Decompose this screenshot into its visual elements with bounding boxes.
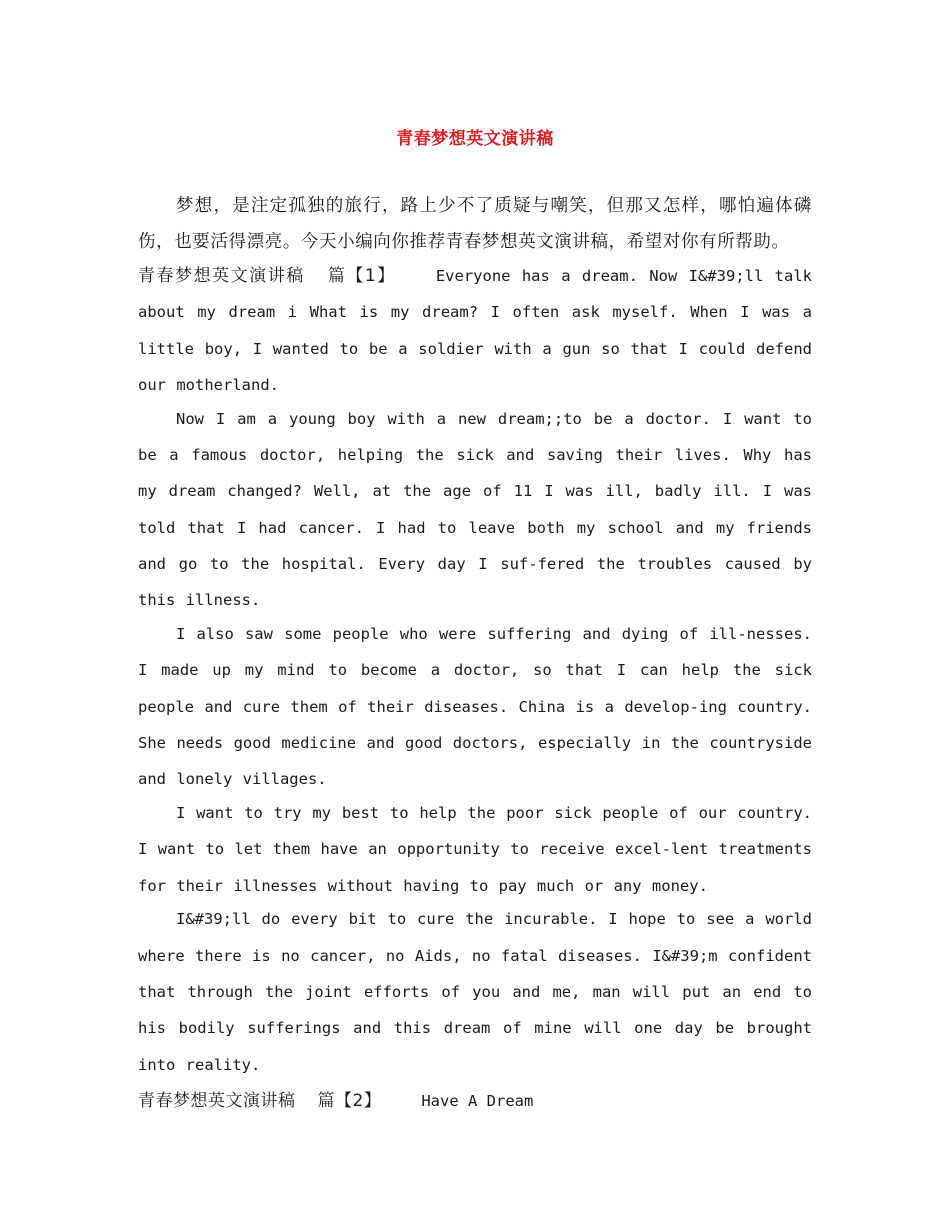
document-title: 青春梦想英文演讲稿: [396, 129, 554, 149]
section-1-paragraph-5: I&#39;ll do every bit to cure the incurable. I hope to see a world where there is no cancer, no Aids, no fatal diseases. I&#39;m confident that through the joint efforts of you and me, man will put an end to his bodily sufferings and this dream of mine will one day be brought into reality.: [138, 910, 812, 1074]
section-1-first-paragraph: [138, 258, 812, 403]
section-2-label: 青春梦想英文演讲稿: [138, 1090, 296, 1111]
section-1-first-text: Everyone has a dream. Now I&#39;ll talk about my dream i What is my dream? I often ask myself. When I was a little boy, I wanted to be a soldier with a gun so that I could defend our motherland.: [138, 267, 812, 394]
section-1-paragraph-3: I also saw some people who were suffering and dying of ill-nesses. I made up my mind to become a doctor, so that I can help the sick people and cure them of their diseases. China is a develop-ing country. She needs good medicine and good doctors, especially in the countryside and lonely villages.: [138, 625, 812, 789]
section-1-paragraph-2: Now I am a young boy with a new dream;;to be a doctor. I want to be a famous doctor, helping the sick and saving their lives. Why has my dream changed? Well, at the age of 11 I was ill, badly ill. I was told that I had cancer. I had to leave both my school and my friends and go to the hospital. Every day I suf-fered the troubles caused by this illness.: [138, 409, 812, 610]
section-2-first-text: Have A Dream: [421, 1091, 534, 1110]
section-1-paragraph-4: I want to try my best to help the poor sick people of our country. I want to let them have an opportunity to receive excel-lent treatments for their illnesses without having to pay much or any money.: [138, 804, 812, 895]
section-1-label: 青春梦想英文演讲稿: [138, 266, 305, 287]
intro-paragraph: 梦想，是注定孤独的旅行，路上少不了质疑与嘲笑，但那又怎样，哪怕遍体磷伤，也要活得漂亮。今天小编向你推荐青春梦想英文演讲稿，希望对你有所帮助。: [138, 196, 812, 253]
section-2-heading: [138, 1083, 812, 1119]
section-2-number: 篇【2】: [317, 1090, 382, 1111]
section-1-number: 篇【1】: [326, 266, 396, 287]
document-body: [138, 188, 812, 1119]
